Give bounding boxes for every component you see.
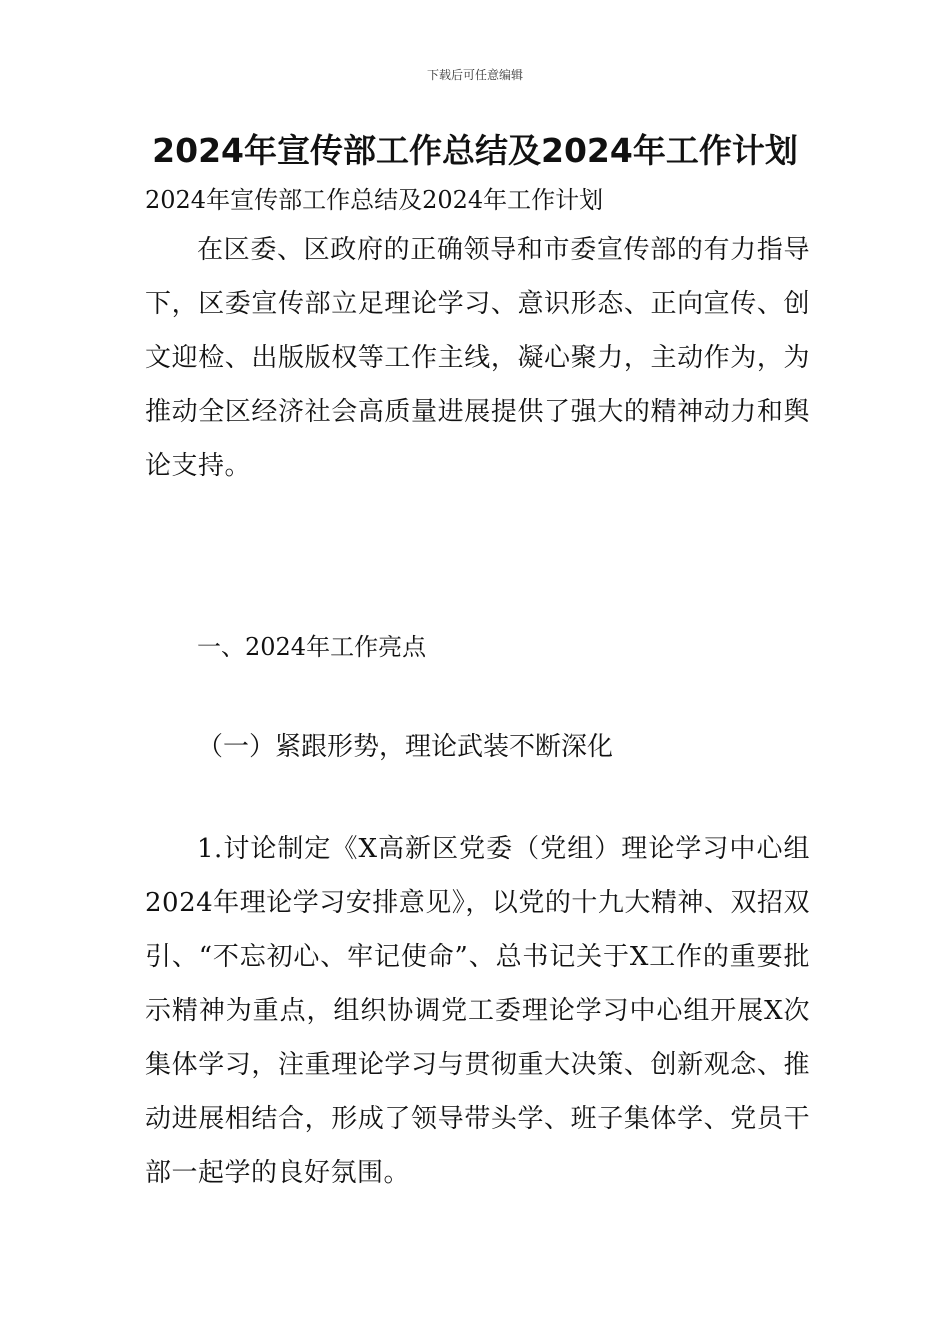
subsection-heading-theory: （一）紧跟形势，理论武装不断深化 xyxy=(197,732,614,762)
document-subtitle: 2024年宣传部工作总结及2024年工作计划 xyxy=(145,186,604,214)
intro-paragraph: 在区委、区政府的正确领导和市委宣传部的有力指导下，区委宣传部立足理论学习、意识形态、正向宣传、创文迎检、出版版权等工作主线，凝心聚力，主动作为，为推动全区经济社会高质量进展提供了强大的精神动力和舆论支持。 xyxy=(145,235,810,481)
section-heading-highlights: 一、2024年工作亮点 xyxy=(197,633,427,661)
item-1-paragraph: 1.讨论制定《X高新区党委（党组）理论学习中心组2024年理论学习安排意见》，以党的十九大精神、双招双引、“不忘初心、牢记使命”、总书记关于X工作的重要批示精神为重点，组织协调党工委理论学习中心组开展X次集体学习，注重理论学习与贯彻重大决策、创新观念、推动进展相结合，形成了领导带头学、班子集体学、党员干部一起学的良好氛围。 xyxy=(145,834,810,1188)
header-note: 下载后可任意编辑 xyxy=(426,68,523,82)
document-title: 2024年宣传部工作总结及2024年工作计划 xyxy=(152,131,798,170)
